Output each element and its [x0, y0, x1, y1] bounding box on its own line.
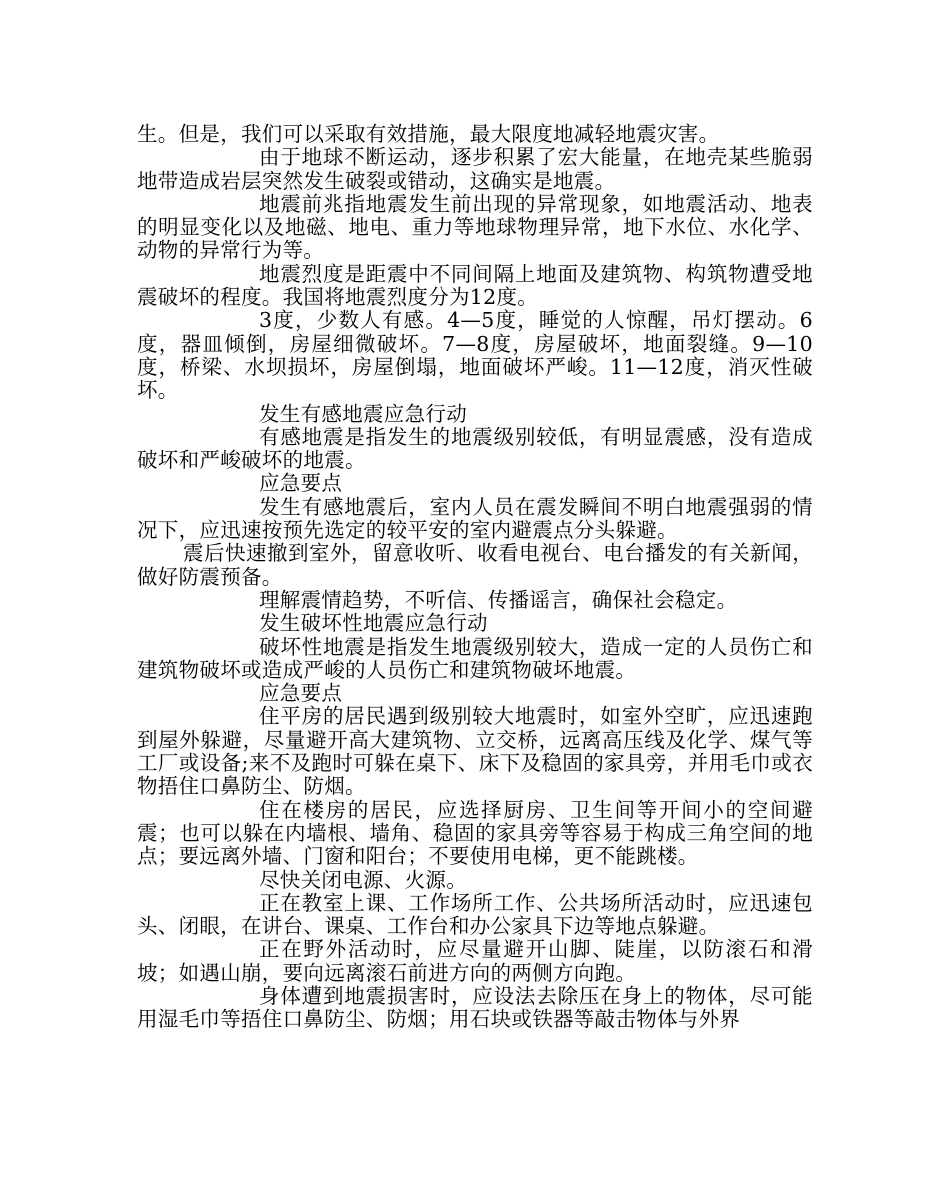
paragraph: 震后快速撤到室外，留意收听、收看电视台、电台播发的有关新闻，做好防震预备。	[137, 541, 813, 589]
paragraph: 理解震情趋势，不听信、传播谣言，确保社会稳定。	[259, 587, 738, 612]
paragraph: 身体遭到地震损害时，应设法去除压在身上的物体，尽可能用湿毛巾等捂住口鼻防尘、防烟；用石块或铁器等敲击物体与外界	[137, 983, 813, 1032]
paragraph: 生。但是，我们可以采取有效措施，最大限度地减轻地震灾害。	[137, 122, 720, 146]
paragraph: 尽快关闭电源、火源。	[259, 867, 467, 892]
paragraph: 地震烈度是距震中不同间隔上地面及建筑物、构筑物遭受地震破坏的程度。我国将地震烈度分为12度。	[137, 261, 813, 310]
section-heading: 发生有感地震应急行动	[259, 401, 467, 426]
section-heading: 应急要点	[259, 681, 343, 706]
paragraph: 住平房的居民遇到级别较大地震时，如室外空旷，应迅速跑到屋外躲避，尽量避开高大建筑物、立交桥，远离高压线及化学、煤气等工厂或设备;来不及跑时可躲在桌下、床下及稳固的家具旁，并用毛巾或衣物捂住口鼻防尘、防烟。	[137, 704, 813, 799]
section-heading: 发生破坏性地震应急行动	[259, 611, 488, 636]
paragraph: 由于地球不断运动，逐步积累了宏大能量，在地壳某些脆弱地带造成岩层突然发生破裂或错动，这确实是地震。	[137, 145, 813, 193]
paragraph: 破坏性地震是指发生地震级别较大，造成一定的人员伤亡和建筑物破坏或造成严峻的人员伤亡和建筑物破坏地震。	[137, 634, 813, 682]
paragraph: 3度，少数人有感。4—5度，睡觉的人惊醒，吊灯摆动。6度，器皿倾倒，房屋细微破坏。7—8度，房屋破坏，地面裂缝。9—10度，桥梁、水坝损坏，房屋倒塌，地面破坏严峻。11—12度，消灭性破坏。	[137, 308, 813, 403]
paragraph: 发生有感地震后，室内人员在震发瞬间不明白地震强弱的情况下，应迅速按预先选定的较平安的室内避震点分头躲避。	[137, 494, 813, 543]
section-heading: 应急要点	[259, 471, 343, 496]
paragraph: 正在教室上课、工作场所工作、公共场所活动时，应迅速包头、闭眼，在讲台、课桌、工作台和办公家具下边等地点躲避。	[137, 890, 813, 939]
paragraph: 住在楼房的居民，应选择厨房、卫生间等开间小的空间避震；也可以躲在内墙根、墙角、稳固的家具旁等容易于构成三角空间的地点；要远离外墙、门窗和阳台；不要使用电梯，更不能跳楼。	[137, 797, 813, 869]
document-body	[137, 123, 813, 1032]
paragraph: 正在野外活动时，应尽量避开山脚、陡崖，以防滚石和滑坡；如遇山崩，要向远离滚石前进方向的两侧方向跑。	[137, 937, 813, 985]
paragraph: 有感地震是指发生的地震级别较低，有明显震感，没有造成破坏和严峻破坏的地震。	[137, 424, 813, 473]
paragraph: 地震前兆指地震发生前出现的异常现象，如地震活动、地表的明显变化以及地磁、地电、重力等地球物理异常，地下水位、水化学、动物的异常行为等。	[137, 191, 813, 263]
